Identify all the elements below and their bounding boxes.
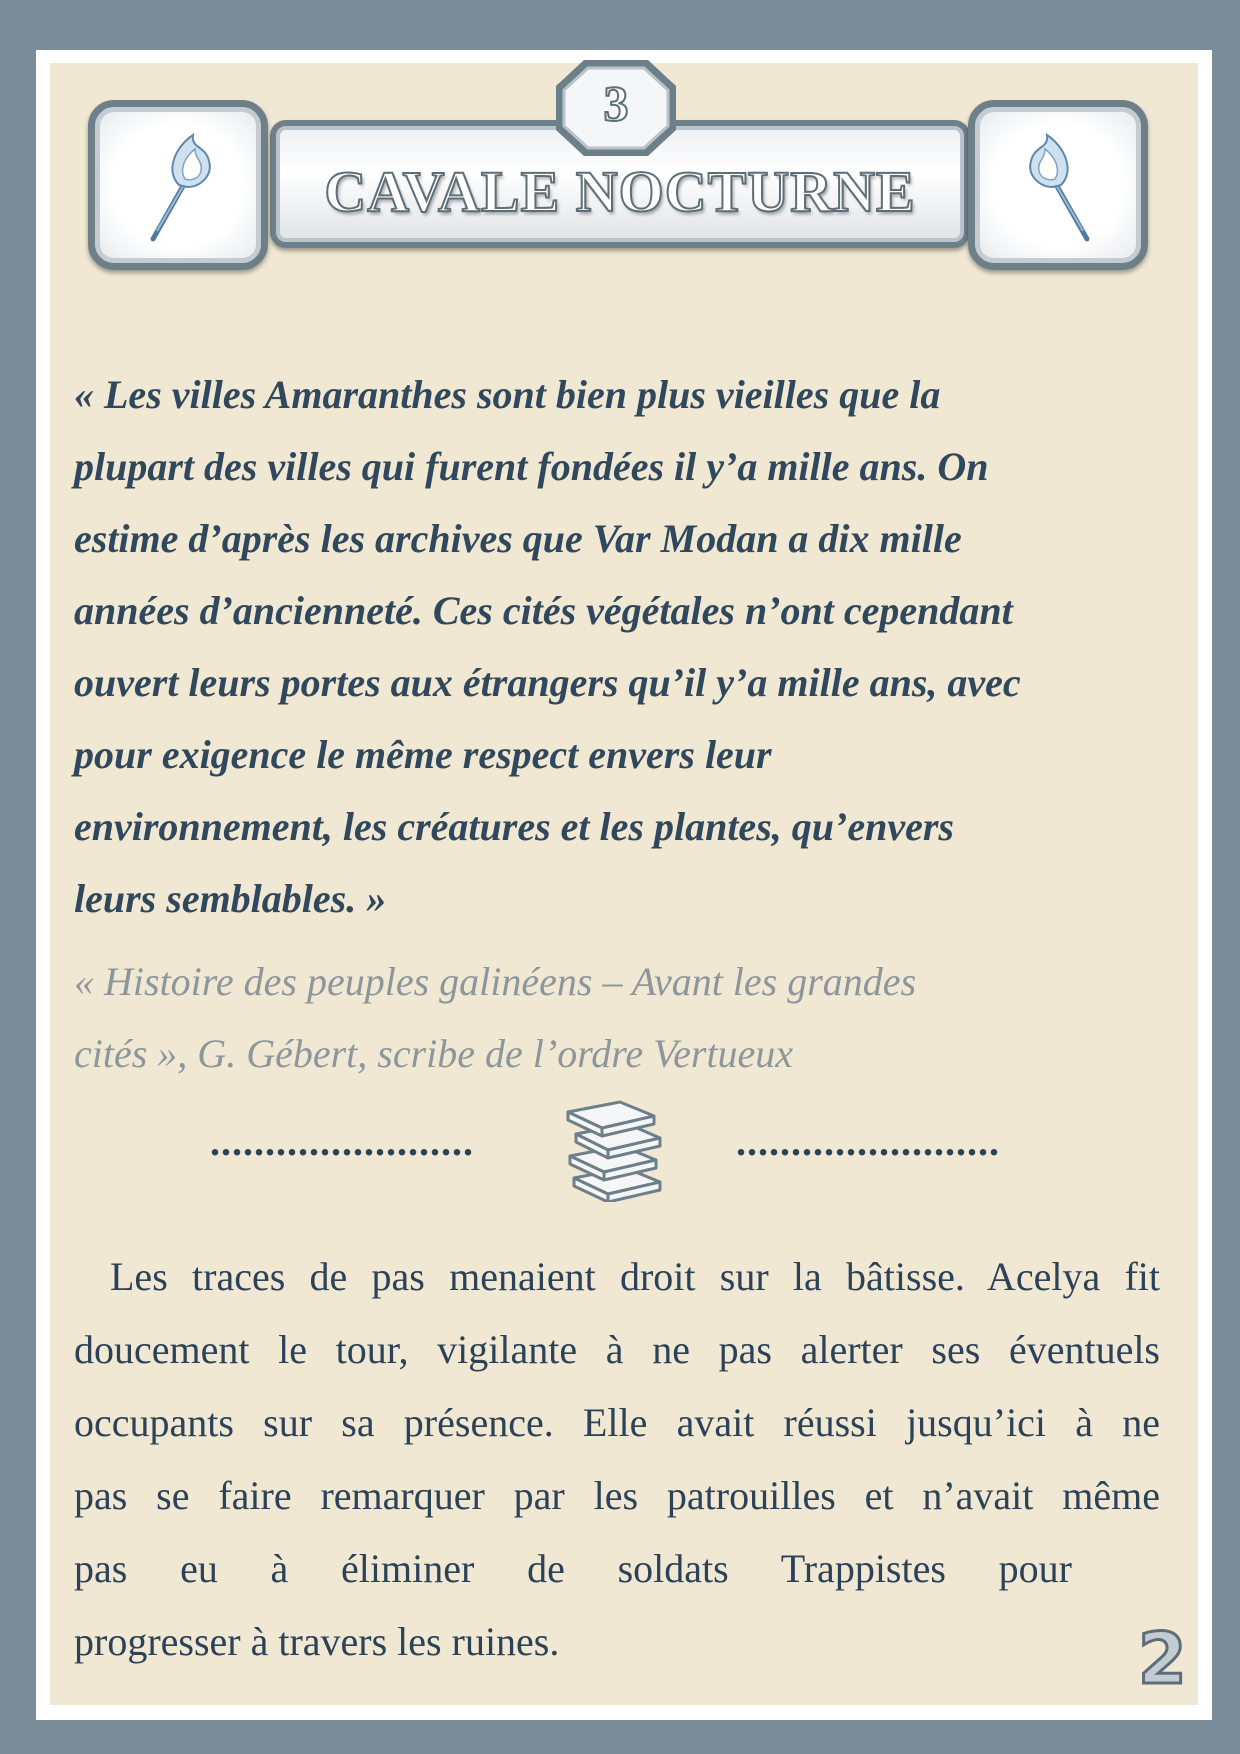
left-emblem-box <box>88 100 268 270</box>
citation-line: « Histoire des peuples galinéens – Avant les grandes <box>74 959 917 1004</box>
body-line: progresser à travers les ruines. <box>74 1619 560 1664</box>
body-line: Les traces de pas menaient droit sur la bâtisse. Acelya fit <box>110 1254 1160 1299</box>
page-number: 2 <box>1138 1618 1187 1700</box>
right-emblem-box <box>968 100 1148 270</box>
quote-line: estime d’après les archives que Var Modan a dix mille <box>74 516 962 561</box>
body-line: pas se faire remarquer par les patrouilles et n’avait même <box>74 1473 1160 1518</box>
chapter-title: CAVALE NOCTURNE <box>324 159 916 224</box>
quote-line: années d’ancienneté. Ces cités végétales n’ont cependant <box>74 588 1013 633</box>
torch-icon <box>135 127 225 247</box>
books-icon <box>560 1098 670 1202</box>
quote-line: pour exigence le même respect envers leur <box>74 732 772 777</box>
body-line: pas eu à éliminer de soldats Trappistes pour <box>74 1546 1072 1591</box>
quote-line: leurs semblables. » <box>74 876 387 921</box>
quote-line: plupart des villes qui furent fondées il y’a mille ans. On <box>74 444 989 489</box>
chapter-number: 3 <box>603 75 629 131</box>
body-line: doucement le tour, vigilante à ne pas alerter ses éventuels <box>74 1327 1160 1372</box>
quote-line: « Les villes Amaranthes sont bien plus vieilles que la <box>74 372 941 417</box>
body-line: occupants sur sa présence. Elle avait réussi jusqu’ici à ne <box>74 1400 1160 1445</box>
citation-line: cités », G. Gébert, scribe de l’ordre Vertueux <box>74 1031 794 1076</box>
body-paragraph <box>74 1240 1160 1678</box>
epigraph-citation <box>74 946 1174 1090</box>
epigraph-quote <box>74 359 1174 935</box>
divider-dots-right: ........................ <box>736 1119 1000 1164</box>
quote-line: ouvert leurs portes aux étrangers qu’il y’a mille ans, avec <box>74 660 1021 705</box>
divider-dots-left: ........................ <box>210 1119 474 1164</box>
quote-line: environnement, les créatures et les plantes, qu’envers <box>74 804 954 849</box>
torch-icon <box>1015 127 1105 247</box>
